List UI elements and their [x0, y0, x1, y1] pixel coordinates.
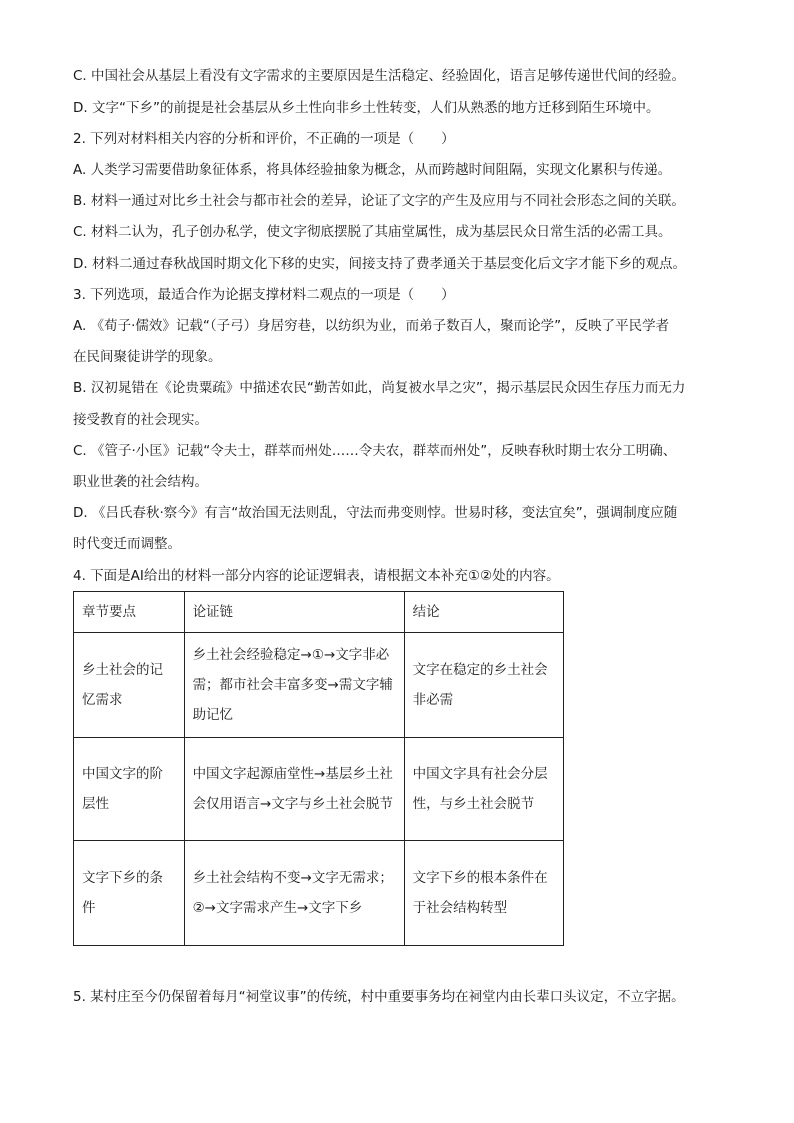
- option-a-q2: A. 人类学习需要借助象征体系，将具体经验抽象为概念，从而跨越时间阻隔，实现文化累积与传递。: [73, 162, 672, 178]
- table-cell: 乡土社会结构不变→文字无需求； ②→文字需求产生→文字下乡: [184, 841, 404, 946]
- option-d-q2: D. 材料二通过春秋战国时期文化下移的史实，间接支持了费孝通关于基层变化后文字才能下乡的观点。: [73, 256, 686, 272]
- option-b-q3-line2: 接受教育的社会现实。: [73, 412, 208, 428]
- option-b-q2: B. 材料一通过对比乡土社会与都市社会的差异，论证了文字的产生及应用与不同社会形态之间的关联。: [73, 193, 685, 209]
- table-cell: 中国文字的阶层性: [74, 738, 185, 841]
- option-c-q3-line2: 职业世袭的社会结构。: [73, 474, 208, 490]
- table-header-cell: 结论: [404, 592, 563, 633]
- question-3: 3. 下列选项，最适合作为论据支撑材料二观点的一项是（ ）: [73, 287, 455, 303]
- table-cell: 乡土社会经验稳定→①→文字非必需；都市社会丰富多变→需文字辅助记忆: [184, 633, 404, 738]
- table-cell: 文字下乡的根本条件在于社会结构转型: [404, 841, 563, 946]
- option-c-q1: C. 中国社会从基层上看没有文字需求的主要原因是生活稳定、经验固化，语言足够传递世代间的经验。: [73, 68, 686, 84]
- question-2: 2. 下列对材料相关内容的分析和评价，不正确的一项是（ ）: [73, 131, 455, 147]
- option-d-q3-line1: D. 《吕氏春秋·察今》有言“故治国无法则乱，守法而弗变则悖。世易时移，变法宜矣”，强调制度应随: [73, 505, 678, 521]
- table-cell: 乡土社会的记忆需求: [74, 633, 185, 738]
- table-row: [74, 738, 564, 841]
- option-b-q3-line1: B. 汉初晁错在《论贵粟疏》中描述农民“勤苦如此，尚复被水旱之灾”，揭示基层民众因生存压力而无力: [73, 380, 686, 396]
- question-4: 4. 下面是AI给出的材料一部分内容的论证逻辑表，请根据文本补充①②处的内容。: [73, 568, 560, 584]
- option-c-q3-line1: C. 《管子·小匡》记载“令夫士，群萃而州处……令夫农，群萃而州处”，反映春秋时期士农分工明确、: [73, 443, 677, 459]
- table-header-row: [74, 592, 564, 633]
- table-row: [74, 841, 564, 946]
- table-cell: 文字下乡的条件: [74, 841, 185, 946]
- option-a-q3-line2: 在民间聚徒讲学的现象。: [73, 349, 222, 365]
- option-d-q3-line2: 时代变迁而调整。: [73, 536, 181, 552]
- option-c-q2: C. 材料二认为，孔子创办私学，使文字彻底摆脱了其庙堂属性，成为基层民众日常生活的必需工具。: [73, 224, 672, 240]
- option-d-q1: D. 文字“下乡”的前提是社会基层从乡土性向非乡土性转变，人们从熟悉的地方迁移到陌生环境中。: [73, 100, 660, 116]
- argument-logic-table: [73, 591, 564, 946]
- table-header-cell: 论证链: [184, 592, 404, 633]
- option-a-q3-line1: A. 《荀子·儒效》记载“（子弓）身居穷巷，以纺织为业，而弟子数百人，聚而论学”，反映了平民学者: [73, 318, 670, 334]
- question-5: 5. 某村庄至今仍保留着每月“祠堂议事”的传统，村中重要事务均在祠堂内由长辈口头议定，不立字据。: [73, 989, 685, 1005]
- table-header-cell: 章节要点: [74, 592, 185, 633]
- table-row: [74, 633, 564, 738]
- table-cell: 文字在稳定的乡土社会非必需: [404, 633, 563, 738]
- table-cell: 中国文字具有社会分层性，与乡土社会脱节: [404, 738, 563, 841]
- table-cell: 中国文字起源庙堂性→基层乡土社会仅用语言→文字与乡土社会脱节: [184, 738, 404, 841]
